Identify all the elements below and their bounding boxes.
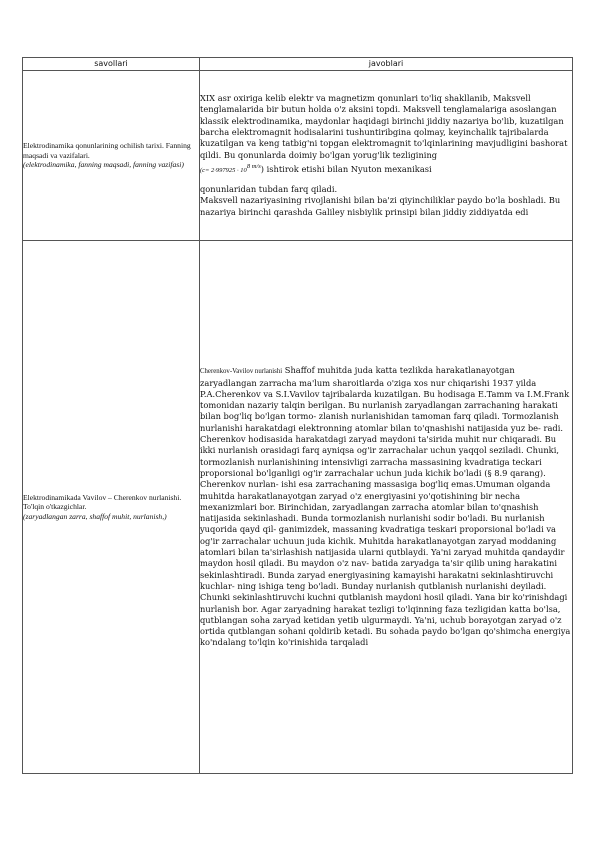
- formula-tail: ) ishtirok etishi bilan Nyuton mexanikasi: [260, 163, 432, 174]
- table-row: [23, 71, 573, 241]
- answer-formula-line: [200, 161, 572, 176]
- answer-cell: [200, 71, 573, 241]
- table-row: [23, 241, 573, 774]
- question-cell: [23, 241, 200, 774]
- answer-paragraph: XIX asr oxiriga kelib elektr va magnetizm qonunlari to'liq shakllanib, Maksvell tenglamalarida bir butun holda o'z aksini topdi. Maksvell tenglamalariga asoslangan klassik elektrodinamika, maydonlar haqidagi birinchi jiddiy nazariya bo'lib, kuzatilgan barcha elektromagnit hodisalarini tushuntiribgina qolmay, keyinchalik tajribalarda kuzatilgan va keng tatbig'ni topgan elektromagnit to'lqinlarining mavjudligini bashorat qildi. Bu qonunlarda doimiy bo'lgan yorug'lik tezligining: [200, 93, 568, 160]
- question-cell: [23, 71, 200, 241]
- header-questions: savollari: [23, 58, 200, 71]
- question-title: Elektrodinamika qonunlarining ochilish tarixi. Fanning maqsadi va vazifalari.: [23, 141, 191, 160]
- table-header-row: [23, 58, 573, 71]
- answer-body: Shaffof muhitda juda katta tezlikda harakatlanayotgan zaryadlangan zarracha ma'lum sharoitlarda o'ziga xos nur chiqarishi 1937 yilda P.A.Cherenkov va S.I.Vavilov tajribalarda kuzatilgan. Bu hodisaga E.Tamm va I.M.Frank tomonidan nazariy talqin berilgan. Bu nurlanish zaryadlangan zarrachaning harakati bilan bog'liq bo'lgan tormo- zlanish nurlanishidan tamoman farq qiladi. Tormozlanish nurlanishi harakatdagi elektronning atomlar bilan to'qnashishi natijasida yuz be- radi. Cherenkov hodisasida harakatdagi zaryad maydoni ta'sirida muhit nur chiqaradi. Bu ikki nurlanish orasidagi farq ayniqsa og'ir zarrachalar uchun yaqqol seziladi. Chunki, tormozlanish nurlanishining intensivligi zarracha massasining kvadratiga teckari proporsional bo'lganligi og'ir zarrachalar uchun juda kichik bo'ladi (§ 8.9 qarang). Cherenkov nurlan- ishi esa zarrachaning massasiga bog'liq emas.Umuman olganda muhitda harakatlanayotgan zaryad o'z energiyasini yo'qotishining bir necha mexanizmlari bor. Birinchidan, zaryadlangan zarracha atomlar bilan to'qnashish natijasida sekinlashadi. Bunda tormozlanish nurlanishi sodir bo'ladi. Bu nurlanish yuqorida qayd qil- ganimizdek, massaning kvadratiga teskari proporsional bo'ladi va og'ir zarrachalar uchuun juda kichik. Muhitda harakatlanayotgan zaryad moddaning atomlari bilan ta'sirlashish natijasida ularni qutblaydi. Ya'ni zaryad muhitda qandaydir maydon hosil qiladi. Bu maydon o'z nav- batida zaryadga ta'sir qilib uning harakatini sekinlashtiradi. Bunda zaryad energiyasining kamayishi harakatni sekinlashtiruvchi kuchlar- ning ishiga teng bo'ladi. Bunday nurlanish qutblanish nurlanishi deyiladi. Chunki sekinlashtiruvchi kuchni qutblanish maydoni hosil qiladi. Yana bir ko'rinishdagi nurlanish bor. Agar zaryadning harakat tezligi to'lqinning faza tezligidan katta bo'lsa, qutblangan soha zaryad ketidan yetib ulgurmaydi. Ya'ni, uchub borayotgan zaryad o'z ortida qutblangan sohani qoldirib ketadi. Bu sohada paydo bo'lgan qo'shimcha energiya ko'ndalang to'lqin ko'rinishida tarqaladi: [200, 365, 571, 648]
- formula-exponent: 8 m/s: [246, 162, 261, 170]
- answer-paragraph: Maksvell nazariyasining rivojlanishi bilan ba'zi qiyinchiliklar paydo bo'la boshladi. Bu nazariya birinchi qarashda Galiley nisbiylik prinsipi bilan jiddiy ziddiyatda edi: [200, 195, 561, 217]
- answer-paragraph: [200, 365, 572, 648]
- answer-cell: [200, 241, 573, 774]
- question-keywords: (zaryadlangan zarra, shaffof muhit, nurlanish,): [23, 511, 167, 521]
- header-answers: javoblari: [200, 58, 573, 71]
- answer-lead: Cherenkov-Vavilov nurlanishi: [200, 368, 283, 376]
- answer-paragraph: qonunlaridan tubdan farq qiladi.: [200, 183, 338, 194]
- speed-of-light-formula: (c= 2·997925 · 10: [200, 166, 247, 174]
- question-title: Elektrodinamikada Vavilov – Cherenkov nurlanishi. To'lqin o'tkazgichlar.: [23, 492, 182, 512]
- question-keywords: (elektrodinamika, fanning maqsadi, fanning vazifasi): [23, 160, 184, 170]
- qa-table: [22, 57, 573, 774]
